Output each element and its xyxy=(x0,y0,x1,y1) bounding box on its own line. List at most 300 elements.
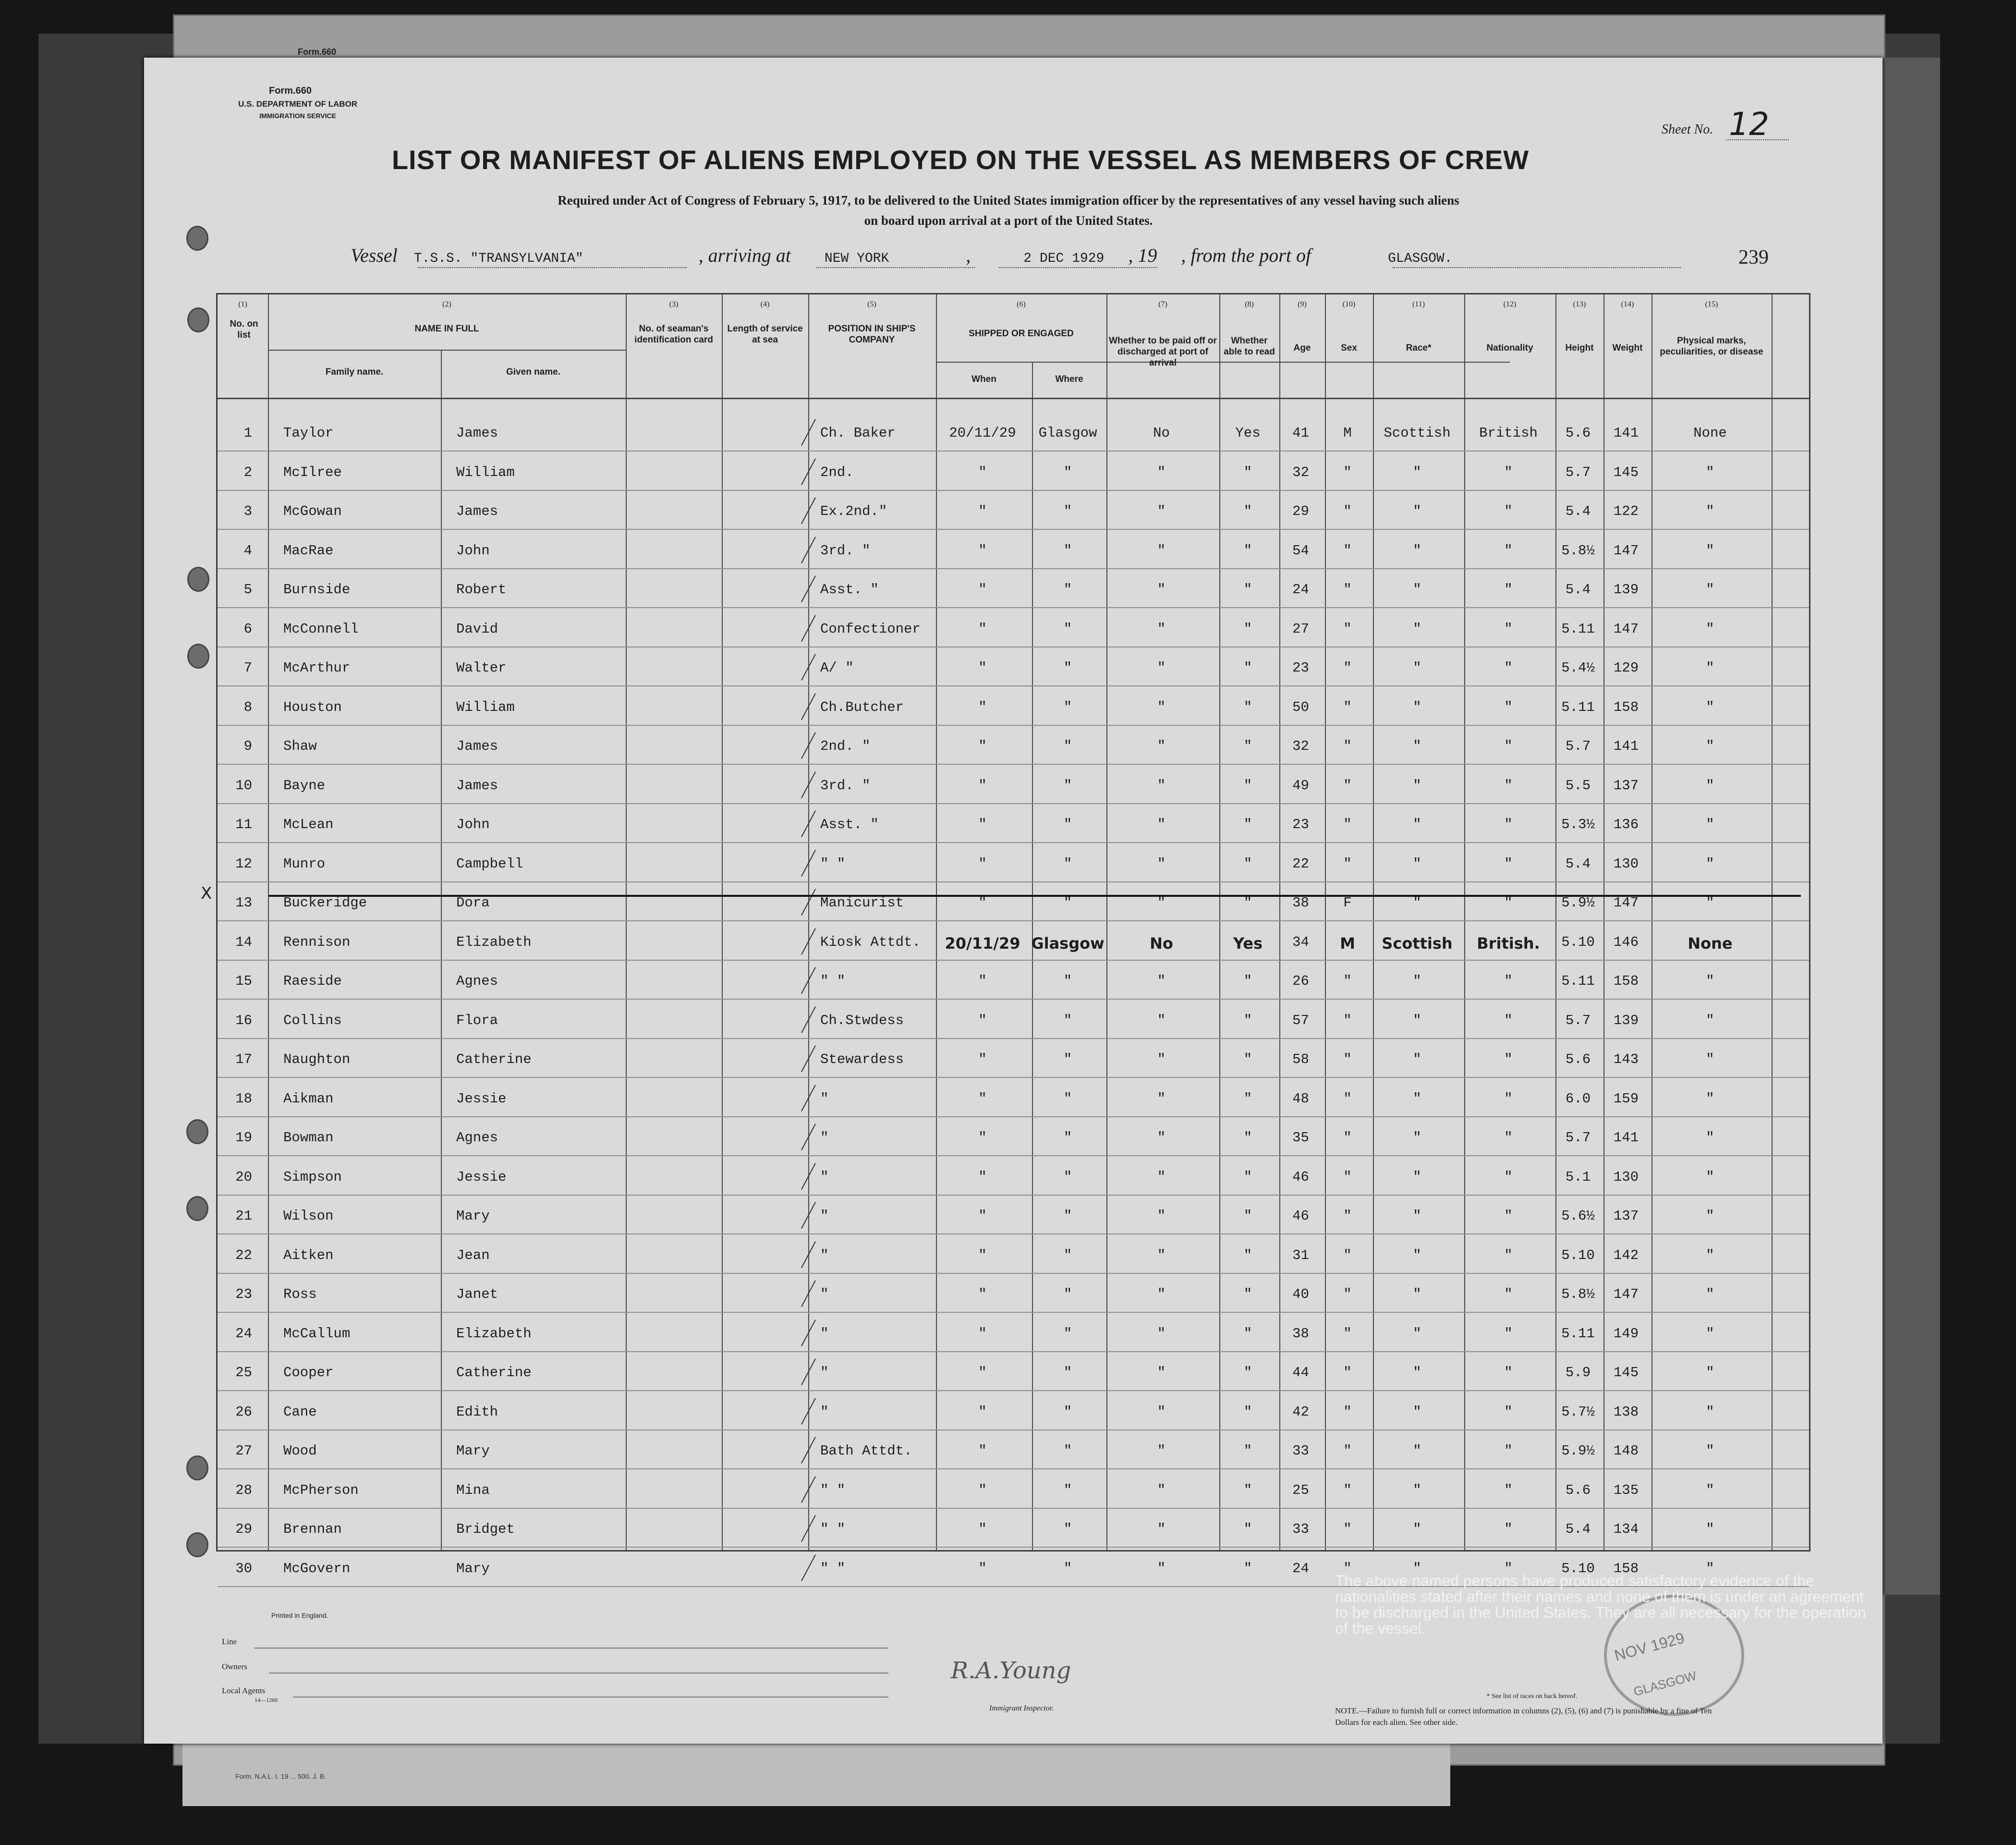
cell-race: " xyxy=(1413,1169,1421,1185)
row-rule xyxy=(218,685,1809,686)
cell-when: " xyxy=(978,1051,987,1067)
cell-family: Simpson xyxy=(283,1169,342,1185)
cell-marks: " xyxy=(1706,582,1714,598)
cell-height: 5.4 xyxy=(1565,1521,1591,1537)
cell-where: " xyxy=(1063,582,1072,598)
local-agents-label: Local Agents xyxy=(222,1686,266,1695)
cell-paid: " xyxy=(1157,1325,1166,1342)
arrival-port: NEW YORK xyxy=(824,251,889,266)
cell-when: " xyxy=(978,660,987,676)
cell-paid: No xyxy=(1150,934,1173,953)
cell-weight: 135 xyxy=(1613,1482,1639,1498)
line-fill xyxy=(255,1648,888,1649)
cell-paid: " xyxy=(1157,1012,1166,1028)
cell-when: " xyxy=(978,1404,987,1420)
cell-age: 40 xyxy=(1292,1286,1309,1302)
cell-family: McGovern xyxy=(283,1560,351,1576)
cell-given: William xyxy=(456,699,515,715)
col-divider xyxy=(1555,294,1556,1550)
cell-family: Ross xyxy=(283,1286,317,1302)
cell-marks: " xyxy=(1706,1051,1714,1067)
cell-paid: " xyxy=(1157,1051,1166,1067)
cell-read: " xyxy=(1243,777,1252,794)
cell-nationality: " xyxy=(1504,1482,1513,1498)
cell-age: 44 xyxy=(1292,1365,1309,1381)
col-divider xyxy=(1279,294,1280,1550)
header-age: Age xyxy=(1293,343,1311,353)
cell-position: " xyxy=(820,1130,829,1146)
row-rule xyxy=(218,568,1809,569)
cell-nationality: " xyxy=(1504,1325,1513,1342)
cell-paid: " xyxy=(1157,738,1166,754)
service-name: IMMIGRATION SERVICE xyxy=(259,112,336,120)
cell-no: 6 xyxy=(243,621,252,637)
cell-height: 5.4½ xyxy=(1561,660,1595,676)
cell-race: " xyxy=(1413,503,1421,519)
col-divider xyxy=(268,294,269,1550)
cell-given: Jessie xyxy=(456,1169,507,1185)
cell-position: " " xyxy=(820,973,846,989)
note-fine: NOTE.—Failure to furnish full or correct information in columns (2), (5), (6) and (7) is punishable by a fine of Ten Dollars for each alien. See other side. xyxy=(1335,1706,1712,1727)
cell-when: " xyxy=(978,1560,987,1576)
cell-height: 5.4 xyxy=(1565,855,1591,872)
cell-height: 5.8½ xyxy=(1561,542,1595,559)
col-divider xyxy=(936,294,937,1550)
col-number-5: (5) xyxy=(867,300,876,308)
row-rule xyxy=(218,881,1809,882)
cell-family: McArthur xyxy=(283,660,351,676)
cell-read: " xyxy=(1243,1090,1252,1107)
cell-when: " xyxy=(978,1286,987,1302)
cell-race: " xyxy=(1413,464,1421,480)
cell-age: 46 xyxy=(1292,1169,1309,1185)
cell-read: " xyxy=(1243,973,1252,989)
cell-height: 5.6½ xyxy=(1561,1208,1595,1224)
cell-age: 23 xyxy=(1292,817,1309,832)
cell-height: 5.7½ xyxy=(1561,1404,1595,1420)
cell-no: 1 xyxy=(243,425,252,441)
col-number-4: (4) xyxy=(760,300,770,308)
line-label: Line xyxy=(222,1637,237,1646)
cell-position: Ch.Butcher xyxy=(820,699,904,715)
row-rule xyxy=(218,725,1809,726)
cell-where: " xyxy=(1063,1169,1072,1185)
cell-family: Bowman xyxy=(283,1130,334,1146)
cell-weight: 138 xyxy=(1613,1404,1639,1420)
cell-position: " xyxy=(820,1365,829,1381)
cell-race: Scottish xyxy=(1382,934,1453,953)
col-divider xyxy=(1772,294,1773,1550)
cell-family: Shaw xyxy=(283,738,317,754)
cell-sex: " xyxy=(1343,1560,1352,1576)
cell-family: Collins xyxy=(283,1012,342,1028)
cell-race: " xyxy=(1413,1208,1421,1224)
cell-position: Confectioner xyxy=(820,621,921,637)
cell-read: " xyxy=(1243,1443,1252,1459)
agents-fill xyxy=(293,1697,888,1698)
vessel-label: Vessel xyxy=(351,244,398,266)
cell-height: 5.6 xyxy=(1565,1051,1591,1067)
cell-nationality: " xyxy=(1504,1247,1513,1263)
cell-family: Naughton xyxy=(283,1051,351,1067)
cell-position: A/ " xyxy=(820,660,854,676)
cell-when: " xyxy=(978,1521,987,1537)
cell-nationality: " xyxy=(1504,1090,1513,1107)
cell-height: 5.9 xyxy=(1565,1365,1591,1381)
cell-given: James xyxy=(456,738,498,754)
cell-no: 8 xyxy=(243,699,252,715)
cell-paid: " xyxy=(1157,817,1166,832)
cell-where: " xyxy=(1063,1247,1072,1263)
row-rule xyxy=(218,803,1809,804)
cell-nationality: " xyxy=(1504,1560,1513,1576)
stub-text: Form. N.A.L. I. 19 ... 500. J. B. xyxy=(235,1772,327,1780)
cell-where: " xyxy=(1063,738,1072,754)
stamp-date: NOV 1929 xyxy=(1612,1629,1687,1664)
cell-read: " xyxy=(1243,1130,1252,1146)
header-race: Race* xyxy=(1406,343,1432,353)
cell-paid: " xyxy=(1157,1247,1166,1263)
subtitle-line-1: Required under Act of Congress of February 5, 1917, to be delivered to the United States immigration officer by the representatives of any vessel having such aliens xyxy=(558,193,1459,208)
cell-when: " xyxy=(978,1208,987,1224)
cell-where: Glasgow xyxy=(1031,934,1105,953)
header-sex: Sex xyxy=(1341,343,1357,353)
col-number-7: (7) xyxy=(1158,300,1167,308)
cell-nationality: " xyxy=(1504,973,1513,989)
cell-nationality: " xyxy=(1504,621,1513,637)
cell-height: 5.7 xyxy=(1565,464,1591,480)
cell-age: 33 xyxy=(1292,1521,1309,1537)
cell-no: 16 xyxy=(235,1012,252,1028)
cell-family: Rennison xyxy=(283,934,351,950)
col-number-6: (6) xyxy=(1017,300,1026,308)
cell-read: " xyxy=(1243,1482,1252,1498)
col-number-1: (1) xyxy=(238,300,247,308)
cell-nationality: " xyxy=(1504,699,1513,715)
header-name-in-full: NAME IN FULL xyxy=(414,324,479,334)
cell-position: 2nd. " xyxy=(820,738,871,754)
header-shipped: SHIPPED OR ENGAGED xyxy=(969,329,1074,339)
cell-marks: " xyxy=(1706,660,1714,676)
cell-when: " xyxy=(978,973,987,989)
cell-family: Bayne xyxy=(283,777,326,794)
cell-family: Cane xyxy=(283,1404,317,1420)
cell-when: 20/11/29 xyxy=(945,934,1020,953)
cell-where: " xyxy=(1063,1521,1072,1537)
cell-weight: 149 xyxy=(1613,1325,1639,1342)
cell-nationality: " xyxy=(1504,1404,1513,1420)
cell-race: " xyxy=(1413,1247,1421,1263)
cell-age: 58 xyxy=(1292,1051,1309,1067)
cell-where: " xyxy=(1063,1404,1072,1420)
cell-age: 27 xyxy=(1292,621,1309,637)
cell-marks: None xyxy=(1693,425,1727,441)
cell-where: " xyxy=(1063,1482,1072,1498)
cell-when: " xyxy=(978,464,987,480)
header-family-name: Family name. xyxy=(325,367,384,377)
cell-given: Edith xyxy=(456,1404,498,1420)
cell-when: " xyxy=(978,621,987,637)
cell-weight: 147 xyxy=(1613,1286,1639,1302)
cell-paid: " xyxy=(1157,503,1166,519)
col-number-13: (13) xyxy=(1573,300,1586,308)
cell-weight: 145 xyxy=(1613,464,1639,480)
cell-given: Campbell xyxy=(456,855,523,872)
sheet-label: Sheet No. xyxy=(1662,122,1713,137)
punch-hole-icon xyxy=(187,644,209,669)
cell-height: 5.4 xyxy=(1565,582,1591,598)
from-port-fill-line xyxy=(1393,267,1681,268)
cell-no: 12 xyxy=(235,855,252,872)
cell-position: " " xyxy=(820,1482,846,1498)
cell-family: McGowan xyxy=(283,503,342,519)
cell-sex: " xyxy=(1343,1443,1352,1459)
cell-nationality: " xyxy=(1504,1169,1513,1185)
cell-paid: No xyxy=(1153,425,1170,441)
cell-age: 38 xyxy=(1292,1325,1309,1342)
cell-paid: " xyxy=(1157,1365,1166,1381)
cell-given: John xyxy=(456,817,490,832)
cell-given: Walter xyxy=(456,660,507,676)
form-number: Form.660 xyxy=(269,86,312,96)
cell-no: 29 xyxy=(235,1521,252,1537)
header-paid-off: Whether to be paid off or discharged at port of arrival xyxy=(1109,336,1217,368)
col-divider xyxy=(808,294,809,1550)
cell-paid: " xyxy=(1157,1560,1166,1576)
cell-age: 46 xyxy=(1292,1208,1309,1224)
owners-label: Owners xyxy=(222,1662,247,1671)
cell-family: Wood xyxy=(283,1443,317,1459)
vessel-fill-line xyxy=(418,267,687,268)
cell-no: 30 xyxy=(235,1560,252,1576)
cell-marks: " xyxy=(1706,1521,1714,1537)
cell-nationality: " xyxy=(1504,1130,1513,1146)
cell-paid: " xyxy=(1157,1404,1166,1420)
cell-paid: " xyxy=(1157,542,1166,559)
cell-sex: " xyxy=(1343,1286,1352,1302)
cell-height: 5.1 xyxy=(1565,1169,1591,1185)
cell-when: " xyxy=(978,542,987,559)
row-rule xyxy=(218,490,1809,491)
cell-nationality: " xyxy=(1504,1286,1513,1302)
cell-weight: 148 xyxy=(1613,1443,1639,1459)
cell-weight: 158 xyxy=(1613,699,1639,715)
cell-when: " xyxy=(978,503,987,519)
cell-given: Catherine xyxy=(456,1365,532,1381)
cell-paid: " xyxy=(1157,1286,1166,1302)
cell-family: Wilson xyxy=(283,1208,334,1224)
cell-age: 32 xyxy=(1292,464,1309,480)
cell-nationality: " xyxy=(1504,817,1513,832)
cell-where: " xyxy=(1063,1090,1072,1107)
header-given-name: Given name. xyxy=(506,367,560,377)
cell-read: " xyxy=(1243,738,1252,754)
cell-weight: 141 xyxy=(1613,738,1639,754)
cell-given: Jean xyxy=(456,1247,490,1263)
cell-given: Agnes xyxy=(456,1130,498,1146)
cell-age: 26 xyxy=(1292,973,1309,989)
header-nationality: Nationality xyxy=(1486,343,1533,353)
cell-height: 5.10 xyxy=(1561,1560,1595,1576)
cell-given: John xyxy=(456,542,490,559)
cell-where: " xyxy=(1063,1208,1072,1224)
cell-when: " xyxy=(978,1325,987,1342)
cell-no: 19 xyxy=(235,1130,252,1146)
punch-hole-icon xyxy=(187,567,209,592)
cell-position: " xyxy=(820,1208,829,1224)
cell-age: 50 xyxy=(1292,699,1309,715)
printed-in-england: Printed in England. xyxy=(271,1612,328,1619)
cell-when: " xyxy=(978,855,987,872)
cell-sex: " xyxy=(1343,699,1352,715)
cell-position: Manicurist xyxy=(820,895,904,911)
cell-no: 21 xyxy=(235,1208,252,1224)
header-length-service: Length of service at sea xyxy=(727,324,803,345)
cell-sex: " xyxy=(1343,777,1352,794)
cell-paid: " xyxy=(1157,973,1166,989)
cell-where: " xyxy=(1063,503,1072,519)
cell-given: David xyxy=(456,621,498,637)
row-rule xyxy=(218,451,1809,452)
cell-where: " xyxy=(1063,817,1072,832)
row-rule xyxy=(218,1468,1809,1469)
cell-paid: " xyxy=(1157,1169,1166,1185)
cell-paid: " xyxy=(1157,1208,1166,1224)
cell-family: McPherson xyxy=(283,1482,359,1498)
cell-position: Asst. " xyxy=(820,582,879,598)
cell-height: 5.11 xyxy=(1561,699,1595,715)
cell-age: 49 xyxy=(1292,777,1309,794)
cell-age: 25 xyxy=(1292,1482,1309,1498)
cell-where: " xyxy=(1063,699,1072,715)
cell-where: " xyxy=(1063,1365,1072,1381)
arrival-date: 2 DEC 1929 xyxy=(1023,251,1105,266)
cell-no: 23 xyxy=(235,1286,252,1302)
row-rule xyxy=(218,529,1809,530)
cell-marks: " xyxy=(1706,817,1714,832)
cell-sex: " xyxy=(1343,973,1352,989)
cell-position: 2nd. xyxy=(820,464,854,480)
cell-family: Buckeridge xyxy=(283,895,367,911)
punch-hole-icon xyxy=(186,1196,208,1221)
cell-when: " xyxy=(978,582,987,598)
page-title: LIST OR MANIFEST OF ALIENS EMPLOYED ON THE VESSEL AS MEMBERS OF CREW xyxy=(391,145,1530,175)
header-position: POSITION IN SHIP'S COMPANY xyxy=(828,324,916,345)
departure-port: GLASGOW. xyxy=(1388,251,1453,266)
header-height: Height xyxy=(1565,343,1594,353)
cell-marks: " xyxy=(1706,503,1714,519)
cell-no: 7 xyxy=(243,660,252,676)
cell-where: " xyxy=(1063,660,1072,676)
cell-given: Dora xyxy=(456,895,490,911)
cell-paid: " xyxy=(1157,1130,1166,1146)
note-races: * See list of races on back hereof. xyxy=(1486,1693,1578,1700)
cell-sex: " xyxy=(1343,1365,1352,1381)
cell-sex: " xyxy=(1343,621,1352,637)
cell-no: 26 xyxy=(235,1404,252,1420)
cell-weight: 130 xyxy=(1613,1169,1639,1185)
cell-race: " xyxy=(1413,1051,1421,1067)
cell-sex: " xyxy=(1343,738,1352,754)
header-bottom-rule xyxy=(218,398,1809,399)
cell-read: " xyxy=(1243,1404,1252,1420)
cell-nationality: " xyxy=(1504,1521,1513,1537)
cell-given: Mary xyxy=(456,1208,490,1224)
cell-height: 5.8½ xyxy=(1561,1286,1595,1302)
col-divider xyxy=(626,294,627,1550)
cell-nationality: " xyxy=(1504,582,1513,598)
cell-where: " xyxy=(1063,1130,1072,1146)
cell-weight: 158 xyxy=(1613,1560,1639,1576)
cell-height: 5.7 xyxy=(1565,1130,1591,1146)
cell-race: " xyxy=(1413,1404,1421,1420)
cell-marks: " xyxy=(1706,1325,1714,1342)
cell-marks: " xyxy=(1706,542,1714,559)
cell-nationality: " xyxy=(1504,1051,1513,1067)
cell-where: Glasgow xyxy=(1038,425,1097,441)
cell-sex: " xyxy=(1343,464,1352,480)
row-rule xyxy=(218,1390,1809,1391)
cell-nationality: " xyxy=(1504,1443,1513,1459)
cell-given: Janet xyxy=(456,1286,498,1302)
cell-age: 41 xyxy=(1292,425,1309,441)
cell-no: 5 xyxy=(243,582,252,598)
cell-height: 6.0 xyxy=(1565,1090,1591,1107)
cell-no: 3 xyxy=(243,503,252,519)
cell-family: Burnside xyxy=(283,582,351,598)
cell-position: " xyxy=(820,1325,829,1342)
cell-height: 5.9½ xyxy=(1561,895,1595,911)
cell-age: 31 xyxy=(1292,1247,1309,1263)
cell-race: Scottish xyxy=(1384,425,1451,441)
cell-where: " xyxy=(1063,464,1072,480)
row-rule xyxy=(218,1038,1809,1039)
cell-marks: " xyxy=(1706,1130,1714,1146)
punch-hole-icon xyxy=(186,1119,208,1144)
punch-hole-icon xyxy=(186,226,208,251)
cell-family: McIlree xyxy=(283,464,342,480)
cell-read: " xyxy=(1243,1247,1252,1263)
col-divider xyxy=(1219,294,1220,1550)
cell-given: Mina xyxy=(456,1482,490,1498)
col-number-11: (11) xyxy=(1412,300,1425,308)
cell-marks: " xyxy=(1706,1482,1714,1498)
cell-where: " xyxy=(1063,621,1072,637)
cell-sex: " xyxy=(1343,542,1352,559)
cell-weight: 147 xyxy=(1613,542,1639,559)
cell-family: McLean xyxy=(283,817,334,832)
cell-marks: " xyxy=(1706,1090,1714,1107)
department-block xyxy=(202,98,394,122)
cell-position: Kiosk Attdt. xyxy=(820,934,921,950)
cell-read: " xyxy=(1243,1169,1252,1185)
cell-height: 5.11 xyxy=(1561,621,1595,637)
cell-sex: " xyxy=(1343,1208,1352,1224)
cell-nationality: " xyxy=(1504,542,1513,559)
cell-read: " xyxy=(1243,1560,1252,1576)
cell-no: 2 xyxy=(243,464,252,480)
cell-where: " xyxy=(1063,973,1072,989)
immigrant-inspector-label: Immigrant Inspector. xyxy=(989,1704,1054,1712)
header-no-on-list: No. on list xyxy=(230,319,258,340)
cell-marks: " xyxy=(1706,1012,1714,1028)
cell-when: " xyxy=(978,1090,987,1107)
cell-family: Cooper xyxy=(283,1365,334,1381)
cell-race: " xyxy=(1413,621,1421,637)
cell-marks: " xyxy=(1706,1560,1714,1576)
cell-age: 57 xyxy=(1292,1012,1309,1028)
cell-family: Raeside xyxy=(283,973,342,989)
